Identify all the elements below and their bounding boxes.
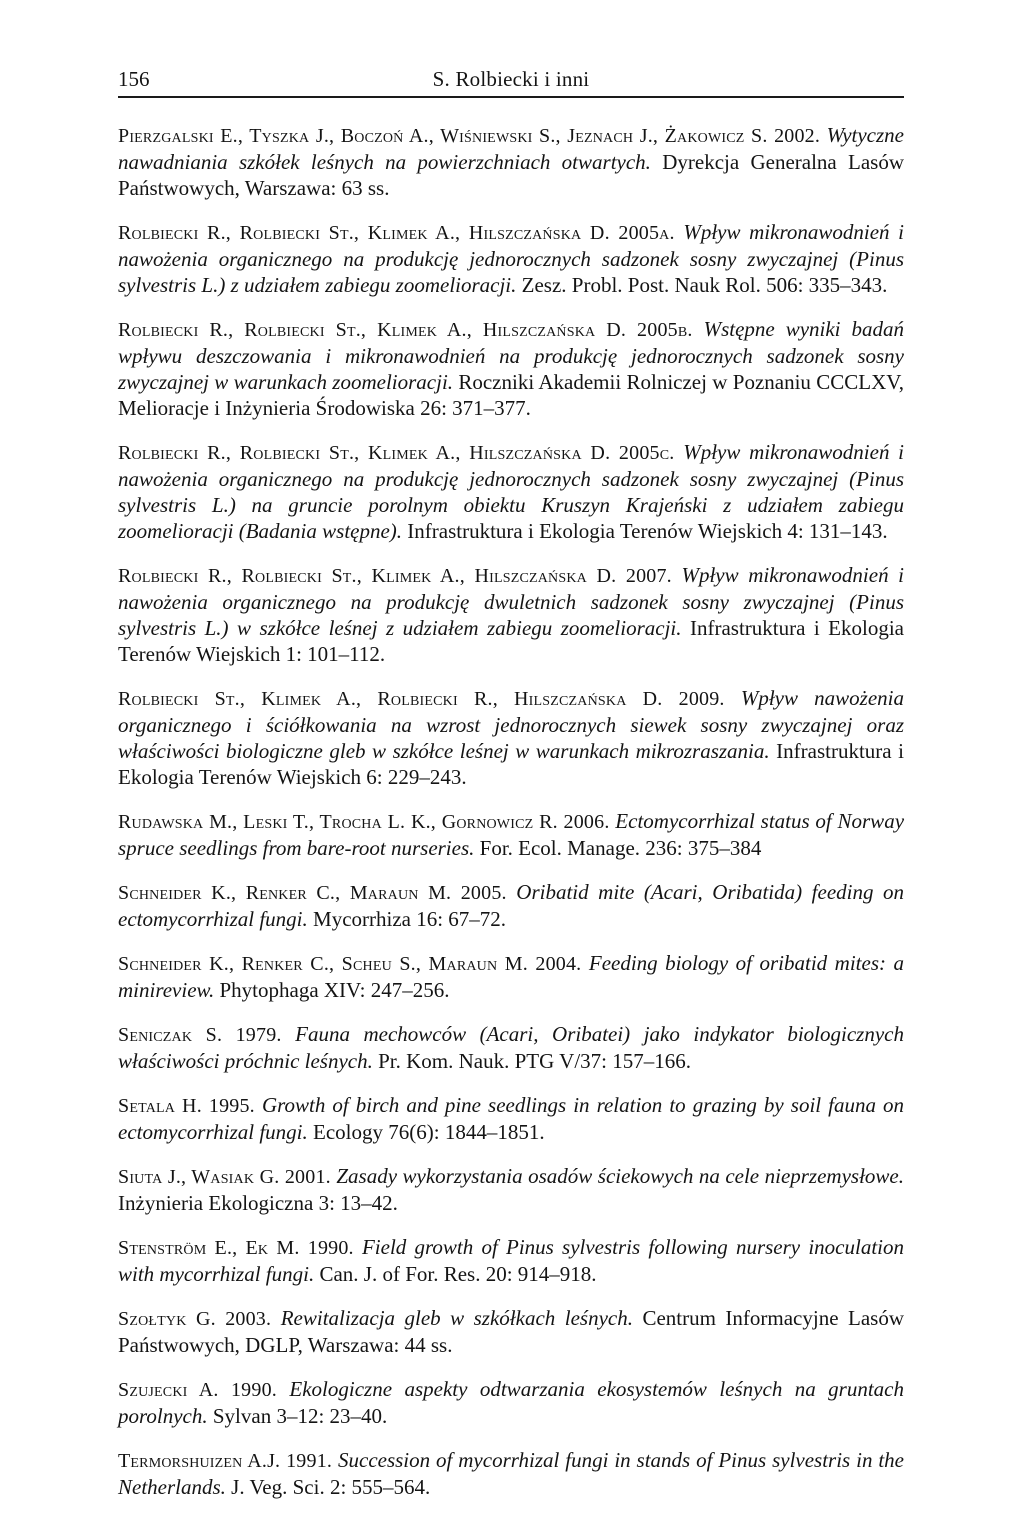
reference-authors: Schneider K., Renker C., Scheu S., Maraun M. 2004.	[118, 953, 582, 975]
reference-authors: Rolbiecki R., Rolbiecki St., Klimek A., Hilszczańska D. 2005c.	[118, 442, 675, 464]
reference-item	[118, 316, 904, 421]
reference-authors: Setala H. 1995.	[118, 1095, 255, 1117]
reference-authors: Rolbiecki St., Klimek A., Rolbiecki R., Hilszczańska D. 2009.	[118, 688, 725, 710]
reference-authors: Szołtyk G. 2003.	[118, 1308, 272, 1330]
reference-authors: Schneider K., Renker C., Maraun M. 2005.	[118, 882, 507, 904]
reference-source: Phytophaga XIV: 247–256.	[219, 978, 450, 1002]
reference-title: Wpływ mikronawodnień i nawożenia organicznego na produkcję jednorocznych sadzonek sosny zwyczajnej (Pinus sylvestris L.) z udziałem zabiegu zoomelioracji.	[118, 220, 904, 297]
reference-title: Ekologiczne aspekty odtwarzania ekosystemów leśnych na gruntach porolnych.	[118, 1377, 904, 1428]
reference-title: Fauna mechowców (Acari, Oribatei) jako indykator biologicznych właściwości próchnic leśnych.	[118, 1022, 904, 1073]
reference-source: Infrastruktura i Ekologia Terenów Wiejskich 1: 101–112.	[118, 616, 904, 666]
reference-source: Inżynieria Ekologiczna 3: 13–42.	[118, 1191, 398, 1215]
reference-title: Wpływ mikronawodnień i nawożenia organicznego na produkcję dwuletnich sadzonek sosny zwyczajnej (Pinus sylvestris L.) w szkółce leśnej z udziałem zabiegu zoomelioracji.	[118, 563, 904, 640]
reference-title: Rewitalizacja gleb w szkółkach leśnych.	[280, 1306, 633, 1330]
reference-title: Ectomycorrhizal status of Norway spruce seedlings from bare-root nurseries.	[118, 809, 905, 860]
page-number: 156	[118, 67, 150, 91]
reference-source: J. Veg. Sci. 2: 555–564.	[231, 1475, 431, 1499]
reference-authors: Rudawska M., Leski T., Trocha L. K., Gornowicz R. 2006.	[118, 811, 610, 833]
reference-authors: Szujecki A. 1990.	[118, 1379, 277, 1401]
reference-title: Feeding biology of oribatid mites: a minireview.	[118, 951, 904, 1002]
reference-title: Succession of mycorrhizal fungi in stands of Pinus sylvestris in the Netherlands.	[118, 1448, 905, 1499]
reference-source: Infrastruktura i Ekologia Terenów Wiejskich 4: 131–143.	[407, 519, 888, 543]
reference-item	[118, 808, 904, 861]
reference-authors: Termorshuizen A.J. 1991.	[118, 1450, 333, 1472]
reference-authors: Rolbiecki R., Rolbiecki St., Klimek A., Hilszczańska D. 2005b.	[118, 319, 693, 341]
reference-item	[118, 562, 904, 667]
reference-authors: Stenström E., Ek M. 1990.	[118, 1237, 354, 1259]
reference-item	[118, 685, 904, 790]
reference-item	[118, 1447, 904, 1500]
reference-authors: Seniczak S. 1979.	[118, 1024, 282, 1046]
reference-item	[118, 219, 904, 298]
reference-source: Mycorrhiza 16: 67–72.	[313, 907, 507, 931]
reference-authors: Rolbiecki R., Rolbiecki St., Klimek A., Hilszczańska D. 2007.	[118, 565, 672, 587]
reference-source: Roczniki Akademii Rolniczej w Poznaniu CCCLXV, Melioracje i Inżynieria Środowiska 26: 371–377.	[118, 370, 904, 420]
reference-item	[118, 879, 904, 932]
reference-title: Growth of birch and pine seedlings in relation to grazing by soil fauna on ectomycorrhizal fungi.	[118, 1093, 905, 1144]
reference-title: Wytyczne nawadniania szkółek leśnych na powierzchniach otwartych.	[118, 123, 904, 174]
reference-source: Zesz. Probl. Post. Nauk Rol. 506: 335–343.	[521, 273, 888, 297]
reference-authors: Pierzgalski E., Tyszka J., Boczoń A., Wiśniewski S., Jeznach J., Żakowicz S. 2002.	[118, 125, 821, 147]
reference-item	[118, 1376, 904, 1429]
reference-source: Can. J. of For. Res. 20: 914–918.	[319, 1262, 597, 1286]
reference-item	[118, 1234, 904, 1287]
reference-authors: Rolbiecki R., Rolbiecki St., Klimek A., Hilszczańska D. 2005a.	[118, 222, 675, 244]
reference-title: Zasady wykorzystania osadów ściekowych na cele nieprzemysłowe.	[336, 1164, 904, 1188]
reference-item	[118, 1163, 904, 1216]
reference-list	[118, 122, 904, 1518]
reference-item	[118, 1021, 904, 1074]
reference-title: Wpływ nawożenia organicznego i ściółkowania na wzrost jednorocznych siewek sosny zwyczajnej oraz właściwości biologiczne gleb w szkółce leśnej w warunkach mikrozraszania.	[118, 686, 904, 763]
reference-source: Infrastruktura i Ekologia Terenów Wiejskich 6: 229–243.	[118, 739, 904, 789]
reference-authors: Siuta J., Wasiak G. 2001.	[118, 1166, 331, 1188]
reference-source: Ecology 76(6): 1844–1851.	[313, 1120, 545, 1144]
reference-item	[118, 439, 904, 544]
reference-source: Sylvan 3–12: 23–40.	[212, 1404, 388, 1428]
reference-source: Centrum Informacyjne Lasów Państwowych, DGLP, Warszawa: 44 ss.	[118, 1306, 904, 1357]
reference-title: Field growth of Pinus sylvestris following nursery inoculation with mycorrhizal fungi.	[118, 1235, 904, 1286]
reference-title: Wstępne wyniki badań wpływu deszczowania i mikronawodnień na produkcję jednorocznych sadzonek sosny zwyczajnej w warunkach zoomelioracji.	[118, 317, 904, 394]
reference-item	[118, 1092, 904, 1145]
reference-title: Oribatid mite (Acari, Oribatida) feeding on ectomycorrhizal fungi.	[118, 880, 905, 931]
reference-item	[118, 122, 904, 201]
reference-source: For. Ecol. Manage. 236: 375–384	[479, 836, 762, 860]
reference-item	[118, 950, 904, 1003]
running-head-authors: S. Rolbiecki i inni	[432, 67, 590, 91]
running-header	[118, 66, 904, 98]
reference-item	[118, 1305, 904, 1358]
reference-title: Wpływ mikronawodnień i nawożenia organicznego na produkcję jednorocznych sadzonek sosny zwyczajnej (Pinus sylvestris L.) na gruncie porolnym obiektu Kruszyn Krajeński z udziałem zabiegu zoomelioracji (Badania wstępne).	[118, 440, 905, 543]
reference-source: Pr. Kom. Nauk. PTG V/37: 157–166.	[378, 1049, 692, 1073]
reference-source: Dyrekcja Generalna Lasów Państwowych, Warszawa: 63 ss.	[118, 150, 905, 200]
